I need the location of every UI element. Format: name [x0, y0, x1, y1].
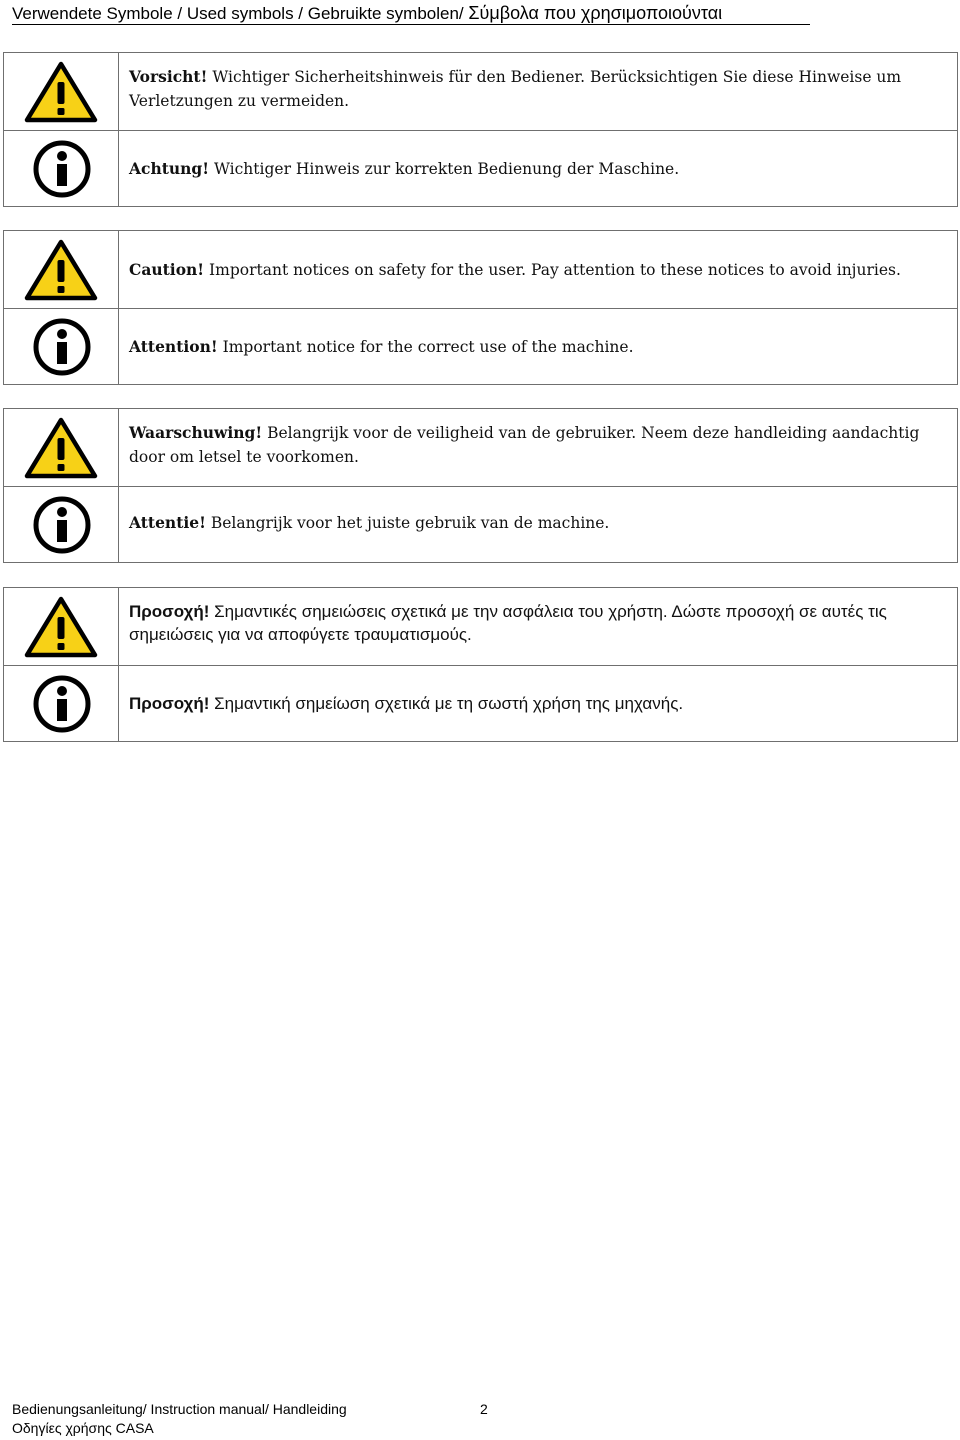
warning-row [4, 409, 958, 487]
info-keyword: Attentie! [129, 513, 206, 532]
info-icon-cell [4, 131, 119, 207]
notice-table-nl [3, 408, 958, 563]
info-icon-cell [4, 487, 119, 563]
warning-icon-cell [4, 231, 119, 309]
warning-keyword: Caution! [129, 260, 205, 279]
info-keyword: Achtung! [129, 159, 210, 178]
warning-keyword: Vorsicht! [129, 67, 208, 86]
footer-line-2 [12, 1419, 712, 1438]
warning-row [4, 588, 958, 666]
page-title-greek: Σύμβολα που χρησιμοποιούνται [468, 3, 723, 23]
warning-text [119, 588, 958, 666]
page-footer [12, 1400, 712, 1438]
warning-text [119, 53, 958, 131]
info-description: Belangrijk voor het juiste gebruik van de machine. [205, 514, 610, 532]
warning-description: Belangrijk voor de veiligheid van de gebruiker. Neem deze handleiding aandachtig door om letsel te voorkomen. [129, 424, 920, 466]
info-circle-icon [32, 139, 92, 199]
info-circle-icon [32, 674, 92, 734]
warning-triangle-icon [24, 239, 98, 301]
warning-icon-cell [4, 409, 119, 487]
info-keyword: Προσοχή! [129, 694, 210, 713]
info-row [4, 131, 958, 207]
info-text [119, 131, 958, 207]
info-text [119, 309, 958, 385]
info-row [4, 487, 958, 563]
info-icon-cell [4, 666, 119, 742]
info-text [119, 666, 958, 742]
footer-greek-title: Οδηγίες χρήσης [12, 1420, 112, 1436]
title-underline [12, 24, 810, 25]
warning-icon-cell [4, 588, 119, 666]
warning-keyword: Προσοχή! [129, 602, 210, 621]
warning-triangle-icon [24, 417, 98, 479]
warning-description: Wichtiger Sicherheitshinweis für den Bediener. Berücksichtigen Sie diese Hinweise um Verletzungen zu vermeiden. [129, 68, 902, 110]
info-circle-icon [32, 317, 92, 377]
notice-table-el [3, 587, 958, 742]
footer-manual-title: Bedienungsanleitung/ Instruction manual/ Handleiding [12, 1401, 347, 1417]
notice-table-en [3, 230, 958, 385]
footer-model-name: CASA [111, 1420, 154, 1436]
warning-row [4, 53, 958, 131]
info-description: Wichtiger Hinweis zur korrekten Bedienung der Maschine. [209, 160, 680, 178]
info-keyword: Attention! [129, 337, 218, 356]
warning-text [119, 231, 958, 309]
info-description: Σημαντική σημείωση σχετικά με τη σωστή χρήση της μηχανής. [209, 694, 684, 713]
warning-keyword: Waarschuwing! [129, 423, 263, 442]
info-circle-icon [32, 495, 92, 555]
warning-row [4, 231, 958, 309]
page-number: 2 [480, 1401, 488, 1417]
warning-icon-cell [4, 53, 119, 131]
warning-triangle-icon [24, 61, 98, 123]
info-icon-cell [4, 309, 119, 385]
info-row [4, 309, 958, 385]
warning-triangle-icon [24, 596, 98, 658]
notice-table-de [3, 52, 958, 207]
warning-description: Important notices on safety for the user. Pay attention to these notices to avoid injuries. [204, 261, 901, 279]
info-text [119, 487, 958, 563]
info-row [4, 666, 958, 742]
page-title-latin: Verwendete Symbole / Used symbols / Gebruikte symbolen/ [12, 4, 469, 23]
page-title [12, 2, 952, 25]
warning-text [119, 409, 958, 487]
info-description: Important notice for the correct use of the machine. [217, 338, 634, 356]
warning-description: Σημαντικές σημειώσεις σχετικά με την ασφάλεια του χρήστη. Δώστε προσοχή σε αυτές τις σημειώσεις για να αποφύγετε τραυματισμούς. [129, 602, 887, 644]
footer-line-1 [12, 1400, 712, 1419]
